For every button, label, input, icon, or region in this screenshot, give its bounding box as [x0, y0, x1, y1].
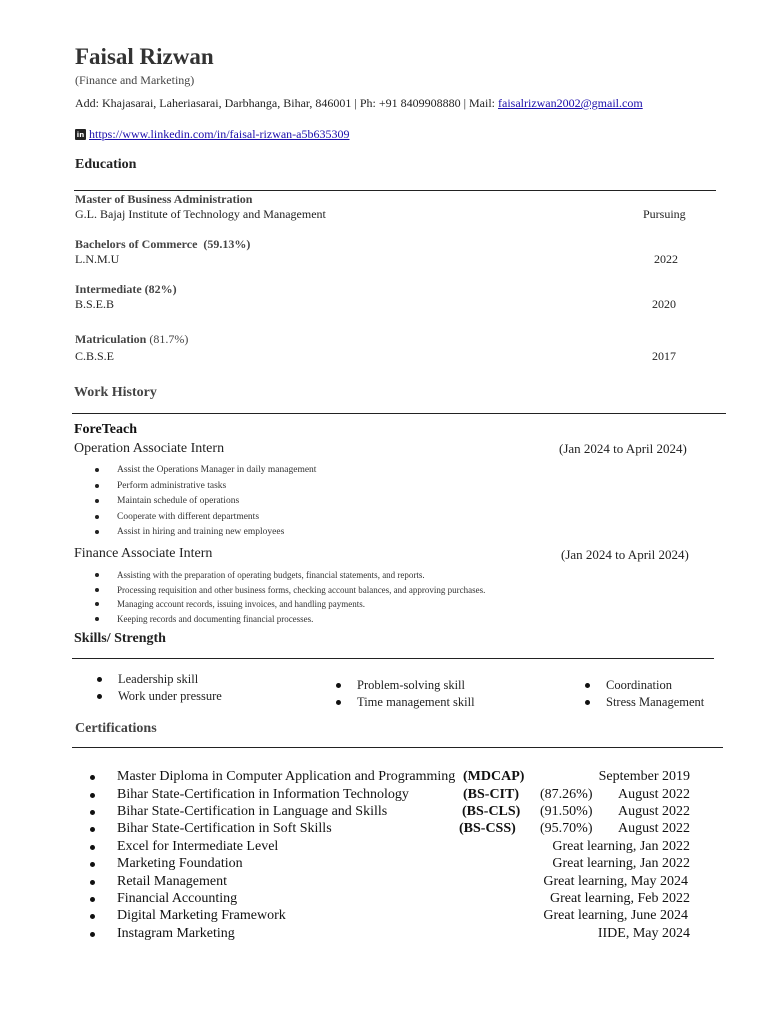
cert-row: Bihar State-Certification in Soft Skills (BS-CSS) (95.70%) August 2022: [90, 821, 690, 839]
linkedin-icon: in: [76, 130, 85, 139]
duty-item: Keeping records and documenting financial processes.: [95, 612, 485, 627]
cert-row: Excel for Intermediate Level Great learning, Jan 2022: [90, 839, 690, 857]
bullet-icon: [90, 793, 95, 798]
bullet-icon: [90, 862, 95, 867]
bullet-icon: [90, 810, 95, 815]
edu-degree-4-name: Matriculation: [75, 332, 147, 346]
duty-item: Assist the Operations Manager in daily management: [95, 463, 316, 479]
work-history-divider: [72, 413, 726, 414]
candidate-subtitle: (Finance and Marketing): [75, 73, 195, 87]
candidate-name: Faisal Rizwan: [75, 44, 214, 69]
duty-item: Assist in hiring and training new employees: [95, 525, 316, 541]
duty-item: Perform administrative tasks: [95, 479, 316, 495]
education-heading: Education: [75, 157, 137, 172]
contact-line: [75, 96, 643, 111]
cert-row: Retail Management Great learning, May 2024: [90, 874, 690, 892]
edu-institution-3: B.S.E.B: [75, 297, 115, 311]
edu-degree-2: [75, 237, 250, 252]
role-2-duties: [95, 568, 485, 627]
education-divider: [74, 190, 716, 191]
bullet-icon: [90, 932, 95, 937]
company-name: ForeTeach: [74, 422, 137, 437]
cert-row: Financial Accounting Great learning, Feb 2022: [90, 891, 690, 909]
linkedin-link[interactable]: https://www.linkedin.com/in/faisal-rizwan-a5b635309: [89, 127, 350, 141]
edu-degree-1: Master of Business Administration: [75, 192, 253, 206]
duty-item: Managing account records, issuing invoices, and handling payments.: [95, 597, 485, 612]
edu-score-4: (81.7%): [149, 332, 189, 346]
linkedin-row: [75, 127, 350, 142]
bullet-icon: [90, 775, 95, 780]
edu-degree-3-name: Intermediate: [75, 282, 142, 296]
duty-item: Maintain schedule of operations: [95, 494, 316, 510]
bullet-icon: [336, 700, 341, 705]
edu-institution-2: L.N.M.U: [75, 252, 120, 266]
edu-degree-4: [75, 332, 188, 347]
cert-row: Digital Marketing Framework Great learning, June 2024: [90, 908, 690, 926]
role-date-2: (Jan 2024 to April 2024): [561, 547, 689, 562]
bullet-icon: [90, 914, 95, 919]
certifications-heading: Certifications: [75, 721, 157, 736]
bullet-icon: [90, 845, 95, 850]
certifications-divider: [72, 747, 723, 748]
role-title-1: Operation Associate Intern: [74, 441, 225, 456]
cert-row: Master Diploma in Computer Application and Programming (MDCAP) September 2019: [90, 769, 690, 787]
email-link[interactable]: faisalrizwan2002@gmail.com: [498, 96, 643, 110]
role-1-duties: [95, 463, 316, 541]
bullet-icon: [585, 700, 590, 705]
bullet-icon: [97, 677, 102, 682]
bullet-icon: [90, 880, 95, 885]
skills-heading: Skills/ Strength: [74, 631, 166, 646]
duty-item: Assisting with the preparation of operating budgets, financial statements, and reports.: [95, 568, 485, 583]
edu-score-3: (82%): [144, 282, 177, 296]
bullet-icon: [336, 683, 341, 688]
skill-item: Work under pressure: [97, 689, 222, 704]
contact-details: Add: Khajasarai, Laheriasarai, Darbhanga, Bihar, 846001 | Ph: +91 8409908880 | Mail:: [75, 96, 498, 110]
skills-divider: [72, 658, 714, 659]
cert-row: Bihar State-Certification in Information Technology (BS-CIT) (87.26%) August 2022: [90, 787, 690, 805]
skill-item: Coordination: [585, 678, 672, 693]
edu-date-1: Pursuing: [643, 207, 686, 221]
skill-item: Problem-solving skill: [336, 678, 465, 693]
edu-date-3: 2020: [652, 297, 676, 311]
edu-degree-3: [75, 282, 177, 297]
cert-row: Bihar State-Certification in Language and Skills (BS-CLS) (91.50%) August 2022: [90, 804, 690, 822]
work-history-heading: Work History: [74, 385, 157, 400]
duty-item: Processing requisition and other business forms, checking account balances, and approving purchases.: [95, 583, 485, 598]
bullet-icon: [90, 897, 95, 902]
edu-date-4: 2017: [652, 349, 676, 363]
role-title-2: Finance Associate Intern: [74, 546, 213, 561]
edu-score-2: (59.13%): [203, 237, 251, 251]
role-date-1: (Jan 2024 to April 2024): [559, 441, 687, 456]
edu-date-2: 2022: [654, 252, 678, 266]
edu-institution-4: C.B.S.E: [75, 349, 115, 363]
skill-item: Stress Management: [585, 695, 704, 710]
cert-row: Instagram Marketing IIDE, May 2024: [90, 926, 690, 944]
skill-item: Leadership skill: [97, 672, 198, 687]
edu-degree-2-name: Bachelors of Commerce: [75, 237, 198, 251]
bullet-icon: [97, 694, 102, 699]
duty-item: Cooperate with different departments: [95, 510, 316, 526]
cert-row: Marketing Foundation Great learning, Jan 2022: [90, 856, 690, 874]
bullet-icon: [90, 827, 95, 832]
edu-institution-1: G.L. Bajaj Institute of Technology and Management: [75, 207, 326, 221]
bullet-icon: [585, 683, 590, 688]
skill-item: Time management skill: [336, 695, 475, 710]
